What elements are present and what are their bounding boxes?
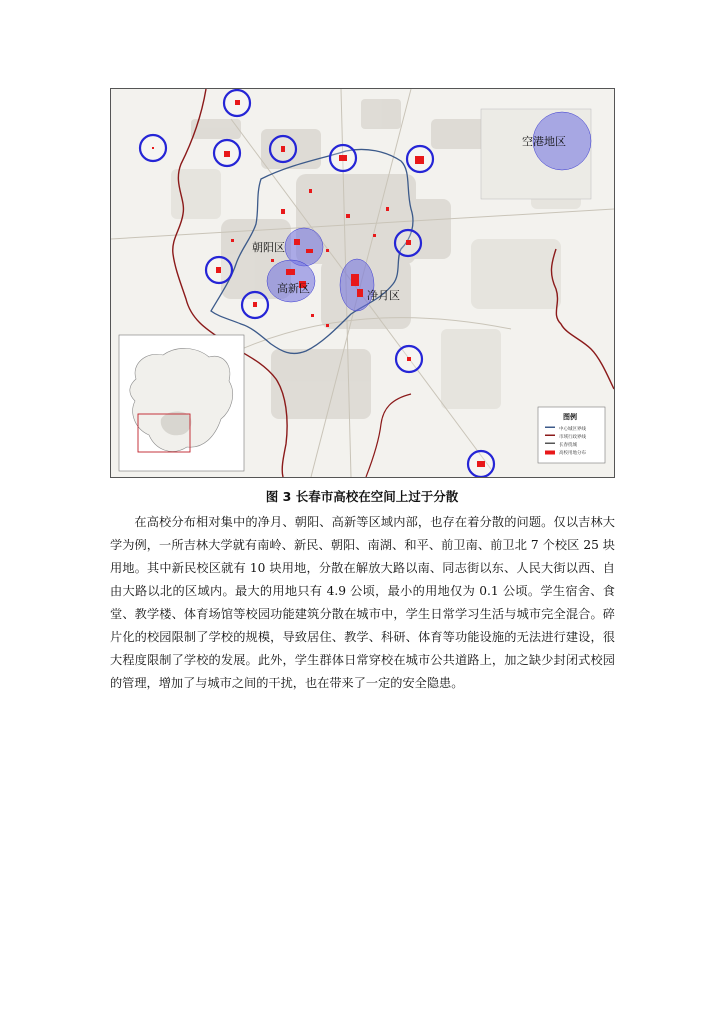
- legend-item-label: 高校用地分布: [559, 451, 586, 456]
- legend-item-label: 中心城区界线: [559, 427, 586, 432]
- map-figure: [110, 88, 615, 478]
- legend-swatch: [545, 427, 555, 429]
- map-canvas: [111, 89, 614, 477]
- inset-map: [119, 335, 244, 471]
- figure-caption: 图 3 长春市高校在空间上过于分散: [265, 489, 459, 504]
- label-gaoxin: 高新区: [277, 282, 310, 295]
- legend-swatch: [545, 435, 555, 437]
- legend: [538, 407, 605, 463]
- legend-title: 图例: [563, 413, 577, 421]
- legend-item-label: 市域行政界线: [559, 435, 586, 440]
- body-text: [110, 511, 615, 695]
- body-paragraph: 在高校分布相对集中的净月、朝阳、高新等区域内部，也存在着分散的问题。仅以吉林大学为例，一所吉林大学就有南岭、新民、朝阳、南湖、和平、前卫南、前卫北 7 个校区 25 块用地。其中新民校区就有 10 块用地，分散在解放大路以南、同志街以东、人民大街以西、自由大路以北的区域内。最大的用地只有 4.9 公顷，最小的用地仅为 0.1 公顷。学生宿舍、食堂、教学楼、体育场馆等校园功能建筑分散在城市中，学生日常学习生活与城市完全混合。碎片化的校园限制了学校的规模，导致居住、教学、科研、体育等功能设施的无法进行建设，很大程度限制了学校的发展。此外，学生群体日常穿校在城市公共道路上，加之缺少封闭式校园的管理，增加了与城市之间的干扰，也在带来了一定的安全隐患。: [110, 515, 615, 690]
- label-jingyue: 净月区: [367, 289, 400, 302]
- label-konggang: 空港地区: [522, 135, 566, 148]
- legend-item-label: 长春绕城: [559, 443, 577, 448]
- legend-swatch: [545, 451, 555, 455]
- legend-swatch: [545, 443, 555, 445]
- label-chaoyang: 朝阳区: [252, 241, 285, 254]
